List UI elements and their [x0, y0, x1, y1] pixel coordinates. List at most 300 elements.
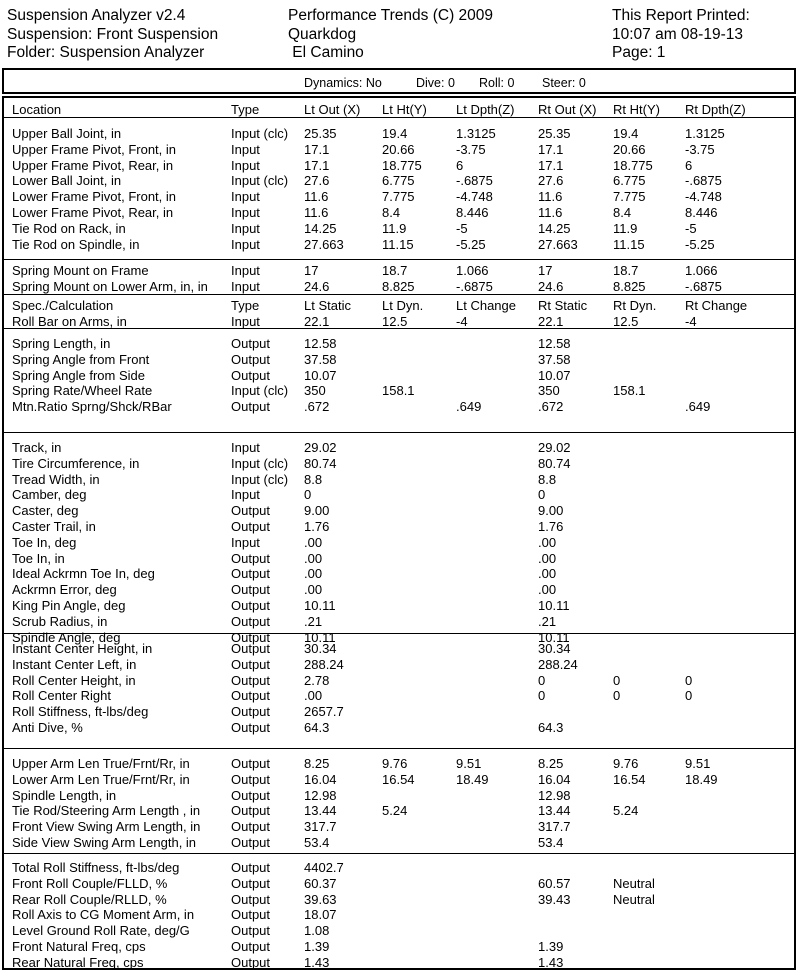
cell-lt-a: .672 [304, 399, 330, 415]
cell-type: Input [231, 236, 260, 252]
cell-lt-a: 17.1 [304, 157, 330, 173]
cell-rt-c: -.6875 [685, 173, 722, 189]
cell-rt-a: 13.44 [538, 803, 571, 819]
cell-rt-c: 6 [685, 157, 693, 173]
cell-lt-a: 12.58 [304, 336, 337, 351]
cell-rt-b: 5.24 [613, 803, 639, 819]
cell-lt-a: 350 [304, 383, 326, 399]
cell-rt-a: 288.24 [538, 656, 578, 672]
steer-status: Steer: 0 [542, 76, 586, 90]
cell-type: Input [231, 263, 260, 278]
cell-rt-a: 9.00 [538, 503, 564, 519]
cell-type: Output [231, 672, 271, 688]
cell-rt-a: 1.43 [538, 954, 564, 970]
cell-lt-a: 1.43 [304, 954, 330, 970]
cell-rt-c: -.6875 [685, 278, 722, 294]
table-row [4, 907, 794, 923]
table-section [4, 634, 794, 749]
cell-lt-a: .00 [304, 534, 323, 550]
cell-lt-b: 16.54 [382, 771, 415, 787]
cell-rt-a: .00 [538, 582, 557, 598]
table-section [4, 854, 794, 970]
cell-rt-c: -4 [685, 313, 697, 329]
table-row [4, 819, 794, 835]
table-row [4, 126, 794, 142]
cell-lt-c: -5.25 [456, 236, 486, 252]
table-row [4, 788, 794, 804]
cell-label: Caster, deg [12, 503, 79, 519]
cell-lt-a: 17.1 [304, 141, 330, 157]
table-row [4, 142, 794, 158]
cell-label: Tie Rod/Steering Arm Length , in [12, 803, 201, 819]
cell-rt-b: 6.775 [613, 173, 646, 189]
table-row [4, 263, 794, 279]
cell-label: Ackrmn Error, deg [12, 582, 117, 598]
cell-label: Anti Dive, % [12, 720, 83, 735]
table-row [4, 205, 794, 221]
cell-lt-a: 12.98 [304, 787, 337, 803]
cell-rt-b: 18.7 [613, 263, 639, 278]
cell-lt-c: 9.51 [456, 756, 482, 771]
cell-type: Output [231, 503, 271, 519]
cell-type: Input (clc) [231, 383, 289, 399]
table-row [4, 598, 794, 614]
cell-type: Input (clc) [231, 471, 289, 487]
cell-label: Scrub Radius, in [12, 613, 108, 629]
cell-label: Lower Arm Len True/Frnt/Rr, in [12, 771, 190, 787]
cell-label: Camber, deg [12, 487, 87, 503]
cell-lt-c: -.6875 [456, 173, 493, 189]
cell-lt-c: .649 [456, 399, 482, 415]
cell-type: Output [231, 367, 271, 383]
header-center [288, 7, 493, 63]
cell-lt-b: 5.24 [382, 803, 408, 819]
cell-type: Output [231, 860, 271, 875]
cell-rt-a: 27.6 [538, 173, 564, 189]
table-row [4, 352, 794, 368]
table-row [4, 314, 794, 330]
cell-rt-a: 0 [538, 672, 546, 688]
cell-rt-a: 8.8 [538, 471, 557, 487]
cell-label: King Pin Angle, deg [12, 598, 126, 613]
cell-label: Spindle Length, in [12, 787, 117, 803]
cell-rt-c: 9.51 [685, 756, 711, 771]
cell-label: Spec./Calculation [12, 298, 114, 313]
cell-label: Instant Center Height, in [12, 641, 153, 656]
cell-rt-b: 8.825 [613, 278, 646, 294]
cell-rt-b: Neutral [613, 891, 655, 907]
cell-rt-c: 1.3125 [685, 126, 725, 141]
table-section [4, 118, 794, 260]
cell-rt-a: 25.35 [538, 126, 571, 141]
cell-rt-c: 18.49 [685, 771, 718, 787]
cell-rt-a: 350 [538, 383, 560, 399]
cell-lt-a: 11.6 [304, 189, 329, 205]
cell-rt-c: Rt Dpth(Z) [685, 102, 746, 117]
table-row [4, 720, 794, 736]
cell-label: Upper Frame Pivot, Rear, in [12, 157, 174, 173]
cell-type: Output [231, 641, 271, 656]
cell-label: Roll Stiffness, ft-lbs/deg [12, 704, 149, 720]
cell-lt-a: 18.07 [304, 907, 337, 923]
table-row [4, 279, 794, 295]
cell-rt-a: 16.04 [538, 771, 571, 787]
cell-type: Input [231, 189, 260, 205]
cell-rt-a: 1.39 [538, 939, 564, 954]
table-row [4, 923, 794, 939]
cell-rt-a: 14.25 [538, 220, 571, 236]
cell-lt-a: .00 [304, 566, 323, 582]
cell-rt-b: Rt Ht(Y) [613, 102, 660, 117]
cell-rt-c: -5 [685, 220, 697, 236]
cell-rt-a: .00 [538, 534, 557, 550]
cell-rt-b: 11.15 [613, 236, 645, 252]
cell-rt-b: 0 [613, 688, 621, 704]
cell-label: Roll Axis to CG Moment Arm, in [12, 907, 195, 923]
cell-lt-c: -4.748 [456, 189, 493, 205]
cell-rt-c: 8.446 [685, 205, 718, 220]
cell-lt-a: 16.04 [304, 771, 337, 787]
cell-label: Side View Swing Arm Length, in [12, 835, 197, 850]
cell-lt-a: 8.25 [304, 756, 330, 771]
cell-label: Instant Center Left, in [12, 656, 137, 672]
cell-lt-a: 8.8 [304, 471, 323, 487]
cell-lt-b: 18.7 [382, 263, 408, 278]
cell-type: Output [231, 566, 271, 582]
cell-type: Output [231, 688, 271, 704]
table-row [4, 472, 794, 488]
table-row [4, 503, 794, 519]
table-row [4, 704, 794, 720]
cell-lt-a: 2.78 [304, 672, 330, 688]
cell-rt-a: 24.6 [538, 278, 564, 294]
cell-lt-a: 10.07 [304, 367, 337, 383]
cell-lt-c: -5 [456, 220, 468, 236]
header-right [612, 7, 750, 63]
cell-rt-c: 0 [685, 688, 693, 704]
table-section [4, 749, 794, 854]
table-row [4, 582, 794, 598]
cell-lt-a: 1.08 [304, 923, 330, 939]
cell-rt-a: 12.98 [538, 787, 571, 803]
cell-rt-a: .00 [538, 566, 557, 582]
cell-type: Input [231, 278, 260, 294]
table-row [4, 399, 794, 415]
cell-rt-a: 64.3 [538, 720, 564, 735]
cell-label: Toe In, in [12, 550, 65, 566]
cell-rt-b: 18.775 [613, 157, 653, 173]
cell-rt-a: 53.4 [538, 835, 564, 850]
cell-lt-b: 12.5 [382, 313, 408, 329]
cell-label: Rear Natural Freq, cps [12, 954, 144, 970]
cell-label: Roll Center Height, in [12, 672, 136, 688]
cell-type: Input [231, 157, 260, 173]
cell-lt-a: 317.7 [304, 819, 337, 835]
cell-rt-a: 17 [538, 263, 553, 278]
cell-rt-b: Neutral [613, 875, 655, 891]
table-row [4, 803, 794, 819]
cell-lt-b: 8.825 [382, 278, 415, 294]
cell-label: Lower Frame Pivot, Rear, in [12, 205, 174, 220]
cell-type: Output [231, 756, 271, 771]
copyright-text: Performance Trends (C) 2009 [288, 7, 494, 24]
cell-type: Output [231, 598, 271, 613]
cell-rt-c: 1.066 [685, 263, 718, 278]
cell-label: Spindle Angle, deg [12, 629, 121, 645]
cell-rt-a: 8.25 [538, 756, 564, 771]
cell-label: Front Roll Couple/FLLD, % [12, 875, 168, 891]
cell-lt-a: 29.02 [304, 440, 337, 455]
cell-rt-a: 29.02 [538, 440, 571, 455]
report-header [0, 0, 800, 66]
cell-type: Output [231, 656, 271, 672]
table-section [4, 433, 794, 645]
cell-lt-a: 1.76 [304, 519, 330, 534]
cell-lt-a: Lt Static [304, 298, 351, 313]
cell-label: Spring Rate/Wheel Rate [12, 383, 153, 399]
cell-type: Input [231, 220, 260, 236]
cell-rt-c: -3.75 [685, 141, 715, 157]
cell-lt-c: Lt Dpth(Z) [456, 102, 515, 117]
vehicle-name: El Camino [288, 44, 364, 61]
cell-lt-b: 8.4 [382, 205, 401, 220]
cell-type: Input [231, 487, 260, 503]
cell-rt-a: 17.1 [538, 141, 564, 157]
header-left [7, 7, 218, 63]
cell-lt-b: 9.76 [382, 756, 408, 771]
column-header-row [4, 102, 794, 118]
table-row [4, 221, 794, 237]
page-number: Page: 1 [612, 44, 666, 61]
cell-type: Output [231, 835, 271, 850]
cell-rt-a: .672 [538, 399, 564, 415]
cell-label: Total Roll Stiffness, ft-lbs/deg [12, 860, 180, 875]
cell-type: Output [231, 819, 271, 835]
cell-rt-a: Rt Static [538, 298, 588, 313]
cell-rt-c: -4.748 [685, 189, 722, 205]
cell-lt-c: -3.75 [456, 141, 486, 157]
cell-lt-c: Lt Change [456, 298, 516, 313]
cell-rt-a: Rt Out (X) [538, 102, 597, 117]
cell-rt-b: 7.775 [613, 189, 646, 205]
cell-rt-a: 22.1 [538, 313, 564, 329]
cell-rt-c: -5.25 [685, 236, 715, 252]
table-row [4, 158, 794, 174]
cell-lt-a: 27.6 [304, 173, 330, 189]
cell-lt-a: 60.37 [304, 875, 337, 891]
cell-label: Spring Angle from Front [12, 351, 150, 367]
table-row [4, 955, 794, 971]
cell-type: Output [231, 954, 271, 970]
cell-lt-c: 1.3125 [456, 126, 496, 141]
cell-lt-b: 11.15 [382, 236, 414, 252]
cell-lt-a: 17 [304, 263, 319, 278]
cell-label: Ideal Ackrmn Toe In, deg [12, 566, 155, 582]
cell-lt-a: 14.25 [304, 220, 337, 236]
cell-type: Input (clc) [231, 455, 289, 471]
cell-lt-c: 6 [456, 157, 464, 173]
cell-type: Input [231, 205, 260, 220]
cell-lt-b: 11.9 [382, 220, 407, 236]
table-row [4, 237, 794, 253]
cell-label: Spring Angle from Side [12, 367, 145, 383]
dynamics-bar [2, 68, 796, 94]
printed-time: 10:07 am 08-19-13 [612, 25, 743, 43]
cell-lt-a: 10.11 [304, 598, 336, 613]
cell-rt-a: 10.11 [538, 629, 570, 645]
cell-lt-a: .00 [304, 582, 323, 598]
cell-lt-a: 39.63 [304, 891, 337, 907]
cell-lt-a: 288.24 [304, 656, 344, 672]
cell-rt-a: 12.58 [538, 336, 571, 351]
cell-label: Tie Rod on Spindle, in [12, 236, 140, 252]
cell-type: Output [231, 907, 271, 923]
table-row [4, 487, 794, 503]
cell-label: Upper Frame Pivot, Front, in [12, 141, 176, 157]
cell-type: Input [231, 534, 260, 550]
cell-type: Output [231, 519, 271, 534]
cell-lt-a: 4402.7 [304, 860, 344, 875]
cell-type: Output [231, 891, 271, 907]
cell-rt-a: 0 [538, 688, 546, 704]
cell-type: Type [231, 102, 260, 117]
cell-rt-a: 317.7 [538, 819, 571, 835]
table-row [4, 673, 794, 689]
table-row [4, 939, 794, 955]
cell-label: Lower Ball Joint, in [12, 173, 122, 189]
table-row [4, 835, 794, 851]
dive-status: Dive: 0 [416, 76, 455, 90]
cell-lt-a: 64.3 [304, 720, 330, 735]
cell-label: Toe In, deg [12, 534, 77, 550]
cell-lt-b: 20.66 [382, 141, 415, 157]
cell-lt-b: 6.775 [382, 173, 415, 189]
cell-lt-a: 13.44 [304, 803, 337, 819]
cell-lt-a: 2657.7 [304, 704, 344, 720]
table-row [4, 892, 794, 908]
table-row [4, 756, 794, 772]
folder-name: Folder: Suspension Analyzer [7, 44, 205, 61]
program-name: Suspension Analyzer v2.4 [7, 7, 186, 24]
report-table [2, 96, 796, 970]
cell-label: Tie Rod on Rack, in [12, 220, 126, 236]
cell-rt-a: 0 [538, 487, 546, 503]
cell-rt-b: 12.5 [613, 313, 639, 329]
cell-lt-a: 22.1 [304, 313, 330, 329]
cell-lt-a: 27.663 [304, 236, 344, 252]
cell-label: Mtn.Ratio Sprng/Shck/RBar [12, 399, 172, 415]
cell-type: Output [231, 939, 271, 954]
table-row [4, 566, 794, 582]
cell-label: Spring Mount on Lower Arm, in, in [12, 278, 208, 294]
cell-rt-a: .21 [538, 613, 557, 629]
cell-rt-b: 16.54 [613, 771, 646, 787]
cell-lt-b: 18.775 [382, 157, 422, 173]
cell-rt-a: 10.11 [538, 598, 570, 613]
table-row [4, 876, 794, 892]
cell-lt-a: 10.11 [304, 629, 336, 645]
table-row [4, 189, 794, 205]
cell-type: Output [231, 613, 271, 629]
cell-lt-b: 158.1 [382, 383, 415, 399]
cell-label: Spring Length, in [12, 336, 111, 351]
cell-lt-a: 0 [304, 487, 312, 503]
cell-type: Output [231, 923, 271, 939]
cell-rt-b: 9.76 [613, 756, 639, 771]
cell-type: Input [231, 440, 260, 455]
cell-type: Input [231, 141, 260, 157]
cell-rt-a: .00 [538, 550, 557, 566]
cell-type: Output [231, 803, 271, 819]
cell-rt-b: 11.9 [613, 220, 638, 236]
cell-label: Lower Frame Pivot, Front, in [12, 189, 176, 205]
cell-rt-a: 60.57 [538, 875, 571, 891]
cell-type: Input (clc) [231, 173, 289, 189]
table-row [4, 383, 794, 399]
cell-rt-c: 0 [685, 672, 693, 688]
table-row [4, 641, 794, 657]
cell-lt-a: Lt Out (X) [304, 102, 361, 117]
cell-type: Output [231, 550, 271, 566]
table-row [4, 519, 794, 535]
cell-label: Location [12, 102, 62, 117]
cell-lt-b: 7.775 [382, 189, 415, 205]
cell-lt-a: 9.00 [304, 503, 330, 519]
table-row [4, 535, 794, 551]
table-section [4, 329, 794, 433]
cell-lt-a: 80.74 [304, 455, 337, 471]
roll-status: Roll: 0 [479, 76, 515, 90]
cell-type: Output [231, 787, 271, 803]
table-section [4, 98, 794, 118]
table-row [4, 173, 794, 189]
cell-lt-c: 8.446 [456, 205, 489, 220]
cell-rt-c: Rt Change [685, 298, 748, 313]
cell-rt-b: 19.4 [613, 126, 639, 141]
cell-label: Tread Width, in [12, 471, 100, 487]
cell-rt-b: 20.66 [613, 141, 646, 157]
cell-type: Type [231, 298, 260, 313]
table-row [4, 368, 794, 384]
cell-lt-a: 25.35 [304, 126, 337, 141]
cell-type: Output [231, 351, 271, 367]
table-section [4, 260, 794, 295]
suspension-name: Suspension: Front Suspension [7, 25, 219, 43]
table-row [4, 456, 794, 472]
cell-lt-a: .00 [304, 688, 323, 704]
cell-label: Roll Center Right [12, 688, 111, 704]
table-row [4, 551, 794, 567]
cell-type: Output [231, 582, 271, 598]
cell-lt-c: -.6875 [456, 278, 493, 294]
cell-lt-c: 1.066 [456, 263, 489, 278]
cell-label: Spring Mount on Frame [12, 263, 149, 278]
cell-label: Upper Ball Joint, in [12, 126, 122, 141]
cell-rt-a: 1.76 [538, 519, 564, 534]
cell-rt-b: 158.1 [613, 383, 646, 399]
table-row [4, 772, 794, 788]
cell-rt-a: 80.74 [538, 455, 571, 471]
cell-rt-c: .649 [685, 399, 711, 415]
cell-lt-a: .21 [304, 613, 323, 629]
cell-lt-c: -4 [456, 313, 468, 329]
cell-rt-a: 27.663 [538, 236, 578, 252]
cell-label: Front View Swing Arm Length, in [12, 819, 201, 835]
cell-type: Output [231, 336, 271, 351]
cell-type: Output [231, 720, 271, 735]
cell-rt-a: 11.6 [538, 189, 563, 205]
cell-rt-b: 0 [613, 672, 621, 688]
